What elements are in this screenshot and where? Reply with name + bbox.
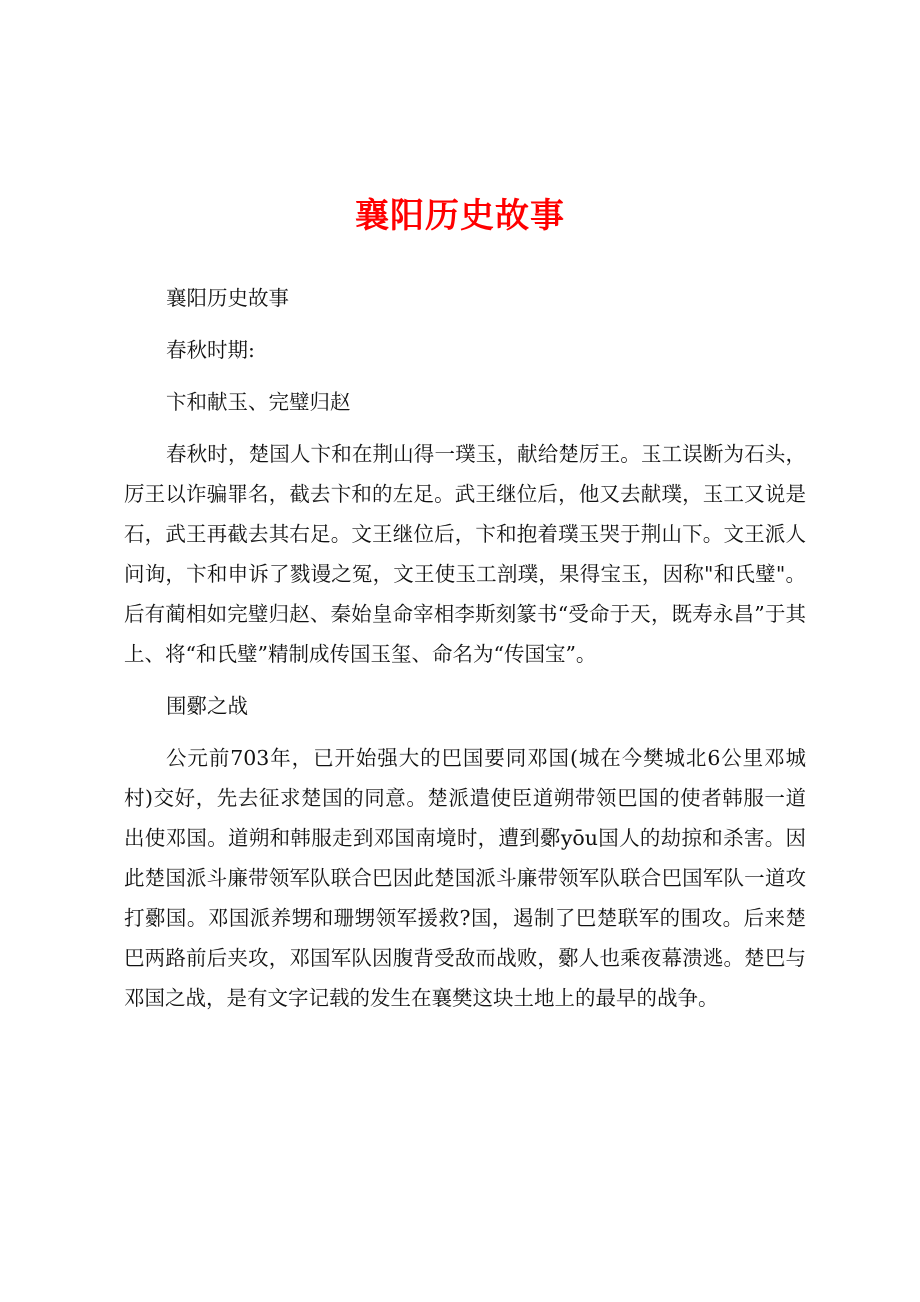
- subtitle-line: 襄阳历史故事: [166, 286, 289, 310]
- section-heading-jade: 卞和献玉、完璧归赵: [166, 390, 351, 414]
- document-title: 襄阳历史故事: [355, 196, 565, 236]
- period-line: 春秋时期:: [166, 338, 255, 362]
- paragraph-jade-story: 春秋时，楚国人卞和在荆山得一璞玉，献给楚厉王。玉工误断为石头，厉王以诈骗罪名，截去卞和的左足。武王继位后，他又去献璞，玉工又说是石，武王再截去其右足。文王继位后，卞和抱着璞玉哭于荆山下。文王派人问询，卞和申诉了戮谩之冤，文王使玉工剖璞，果得宝玉，因称"和氏璧"。后有蔺相如完璧归赵、秦始皇命宰相李斯刻篆书“受命于天，既寿永昌”于其上、将“和氏璧”精制成传国玉玺、命名为“传国宝”。: [124, 442, 806, 666]
- section-heading-battle: 围鄾之战: [166, 694, 248, 718]
- document-body: [124, 278, 806, 1018]
- paragraph-battle-story: 公元前703年，已开始强大的巴国要同邓国(城在今樊城北6公里邓城村)交好，先去征求楚国的同意。楚派遣使臣道朔带领巴国的使者韩服一道出使邓国。道朔和韩服走到邓国南境时，遭到鄾yōu国人的劫掠和杀害。因此楚国派斗廉带领军队联合巴因此楚国派斗廉带领军队联合巴国军队一道攻打鄾国。邓国派养甥和珊甥领军援救?国，遏制了巴楚联军的围攻。后来楚巴两路前后夹攻，邓国军队因腹背受敌而战败，鄾人也乘夜幕溃逃。楚巴与邓国之战，是有文字记载的发生在襄樊这块土地上的最早的战争。: [124, 746, 806, 1010]
